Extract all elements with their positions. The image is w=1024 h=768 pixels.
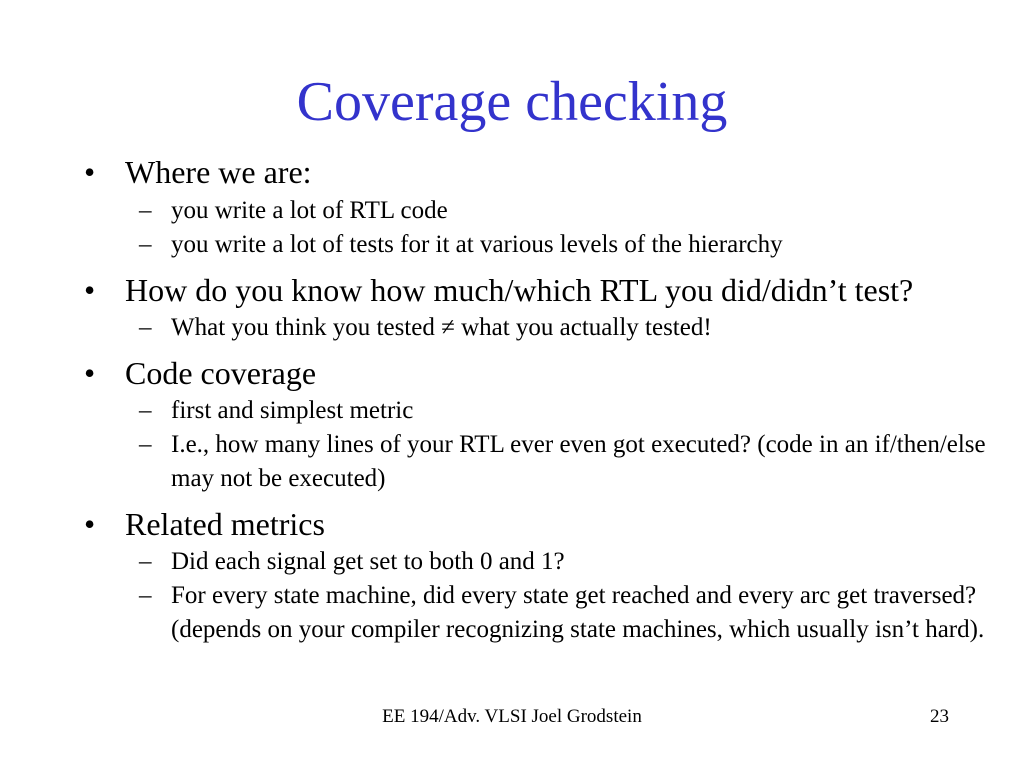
sub-bullet <box>139 545 989 579</box>
sub-bullet <box>139 194 989 228</box>
dash-glyph: – <box>139 548 152 575</box>
bullet-dot: • <box>84 355 96 391</box>
sub-bullet-text: you write a lot of RTL code <box>171 197 448 224</box>
sub-bullet-text: I.e., how many lines of your RTL ever even got executed? (code in an if/then/else may not be executed) <box>171 431 986 492</box>
bullet-code-coverage <box>84 355 316 391</box>
bullet-dot: • <box>84 154 96 190</box>
dash-glyph: – <box>139 397 152 424</box>
bullet-dot: • <box>84 272 96 308</box>
dash-glyph: – <box>139 431 152 458</box>
bullet-text: Code coverage <box>125 355 317 391</box>
bullet-text: How do you know how much/which RTL you did/didn’t test? <box>125 272 914 308</box>
sub-bullet <box>139 428 989 496</box>
bullet-where-we-are <box>84 154 312 190</box>
sub-bullet-text: first and simplest metric <box>171 397 414 424</box>
dash-glyph: – <box>139 231 152 258</box>
page-number: 23 <box>930 706 949 727</box>
dash-glyph: – <box>139 582 152 609</box>
sub-bullet-text: you write a lot of tests for it at various levels of the hierarchy <box>171 231 783 258</box>
sub-bullet <box>139 311 989 345</box>
sub-bullet-text: What you think you tested ≠ what you actually tested! <box>171 314 712 341</box>
bullet-how-do-you-know <box>84 272 913 308</box>
bullet-text: Where we are: <box>125 154 312 190</box>
bullet-dot: • <box>84 506 96 542</box>
sub-bullet <box>139 228 989 262</box>
dash-glyph: – <box>139 197 152 224</box>
sub-bullet <box>139 579 989 647</box>
slide-footer: EE 194/Adv. VLSI Joel Grodstein <box>382 706 642 727</box>
dash-glyph: – <box>139 314 152 341</box>
slide-title: Coverage checking <box>296 71 728 133</box>
sub-bullet <box>139 394 989 428</box>
sub-bullet-text: For every state machine, did every state get reached and every arc get traversed? (depends on your compiler recognizing state machines, which usually isn’t hard). <box>171 582 985 643</box>
sub-bullet-text: Did each signal get set to both 0 and 1? <box>171 548 565 575</box>
bullet-text: Related metrics <box>125 506 325 542</box>
bullet-related-metrics <box>84 506 325 542</box>
